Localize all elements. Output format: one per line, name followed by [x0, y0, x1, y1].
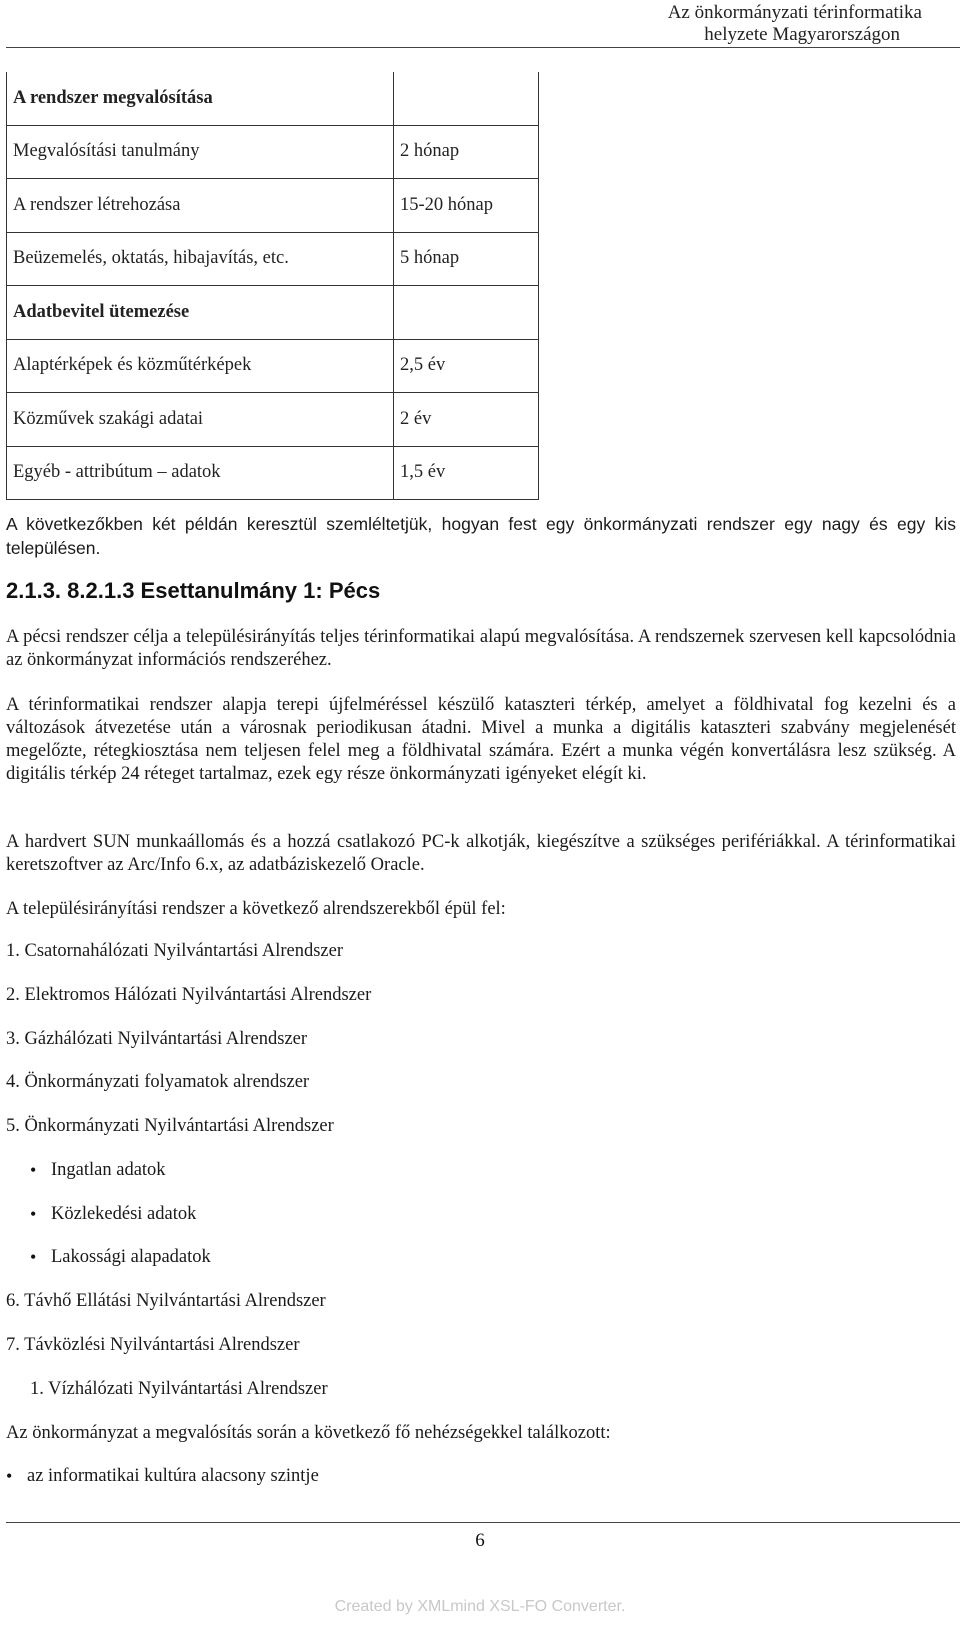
list-item: 1. Vízhálózati Nyilvántartási Alrendszer [30, 1379, 328, 1399]
list-item: Lakossági alapadatok [51, 1247, 211, 1267]
table-row [6, 447, 539, 501]
header-rule [6, 47, 960, 48]
bullet-icon: • [30, 1204, 37, 1224]
list-item: 3. Gázhálózati Nyilvántartási Alrendszer [6, 1029, 308, 1049]
header-title-line-2: helyzete Magyarországon [704, 24, 900, 45]
table-cell: Beüzemelés, oktatás, hibajavítás, etc. [6, 233, 393, 287]
footer-rule [6, 1522, 960, 1523]
credit-suffix: . [620, 1598, 626, 1615]
intro-paragraph: A következőkben két példán keresztül szemléltetjük, hogyan fest egy önkormányzati rendszer egy nagy és egy kis településen. [6, 514, 956, 558]
table-row [6, 393, 539, 447]
table-cell: A rendszer létrehozása [6, 179, 393, 233]
table-row [6, 72, 539, 126]
list-item: 4. Önkormányzati folyamatok alrendszer [6, 1072, 310, 1092]
page-number: 6 [475, 1530, 485, 1551]
paragraph-hardware: A hardvert SUN munkaállomás és a hozzá csatlakozó PC-k alkotják, kiegészítve a szükséges perifériákkal. A térinformatikai keretszoftver az Arc/Info 6.x, az adatbáziskezelő Oracle. [6, 832, 956, 875]
list-item: Ingatlan adatok [51, 1160, 166, 1180]
bullet-icon: • [30, 1160, 37, 1180]
converter-credit [0, 1598, 960, 1616]
table-row [6, 286, 539, 340]
list-item: 2. Elektromos Hálózati Nyilvántartási Alrendszer [6, 985, 372, 1005]
table-cell: Egyéb - attribútum – adatok [6, 447, 393, 501]
schedule-table [6, 72, 539, 500]
bullet-icon: • [30, 1247, 37, 1267]
section-heading: 2.1.3. 8.2.1.3 Esettanulmány 1: Pécs [6, 578, 381, 603]
table-cell: Megvalósítási tanulmány [6, 126, 393, 180]
list-item: 6. Távhő Ellátási Nyilvántartási Alrendszer [6, 1291, 326, 1311]
paragraph-subsystems-intro: A településirányítási rendszer a következő alrendszerekből épül fel: [6, 899, 506, 919]
bullet-icon: • [6, 1466, 13, 1486]
table-cell: 5 hónap [393, 233, 539, 287]
table-cell: 1,5 év [393, 447, 539, 501]
table-cell: 2,5 év [393, 340, 539, 394]
list-item: az informatikai kultúra alacsony szintje [27, 1466, 319, 1486]
table-cell: A rendszer megvalósítása [6, 72, 393, 126]
table-row [6, 179, 539, 233]
table-cell [393, 286, 539, 340]
paragraph-goal: A pécsi rendszer célja a településirányítás teljes térinformatikai alapú megvalósítása. A rendszernek szervesen kell kapcsolódnia az önkormányzat információs rendszeréhez. [6, 627, 956, 670]
table-row [6, 126, 539, 180]
credit-prefix: Created by [334, 1598, 418, 1615]
list-item: 5. Önkormányzati Nyilvántartási Alrendszer [6, 1116, 334, 1136]
list-item: 1. Csatornahálózati Nyilvántartási Alrendszer [6, 941, 344, 961]
list-item: 7. Távközlési Nyilvántartási Alrendszer [6, 1335, 300, 1355]
table-cell: Közművek szakági adatai [6, 393, 393, 447]
list-item: Közlekedési adatok [51, 1204, 197, 1224]
table-cell: Adatbevitel ütemezése [6, 286, 393, 340]
table-cell: 15-20 hónap [393, 179, 539, 233]
header-title-line-1: Az önkormányzati térinformatika [667, 2, 922, 23]
paragraph-base-map: A térinformatikai rendszer alapja terepi újfelméréssel készülő kataszteri térkép, amelyet a földhivatal fog kezelni és a változások átvezetése után a városnak periodikusan átadni. Mivel a munka a digitális kataszteri szabvány megjelenését megelőzte, rétegkiosztása nem teljesen felel meg a földhivatal számára. Ezért a munka végén konvertálásra lesz szükség. A digitális térkép 24 réteget tartalmaz, ezek egy része önkormányzati igényeket elégít ki. [6, 695, 956, 784]
table-row [6, 233, 539, 287]
paragraph-difficulties-intro: Az önkormányzat a megvalósítás során a következő fő nehézségekkel találkozott: [6, 1423, 611, 1443]
table-cell [393, 72, 539, 126]
table-cell: 2 év [393, 393, 539, 447]
table-row [6, 340, 539, 394]
table-cell: Alaptérképek és közműtérképek [6, 340, 393, 394]
credit-brand-link[interactable]: XMLmind XSL-FO Converter [417, 1598, 621, 1615]
table-cell: 2 hónap [393, 126, 539, 180]
page-header [0, 0, 960, 48]
